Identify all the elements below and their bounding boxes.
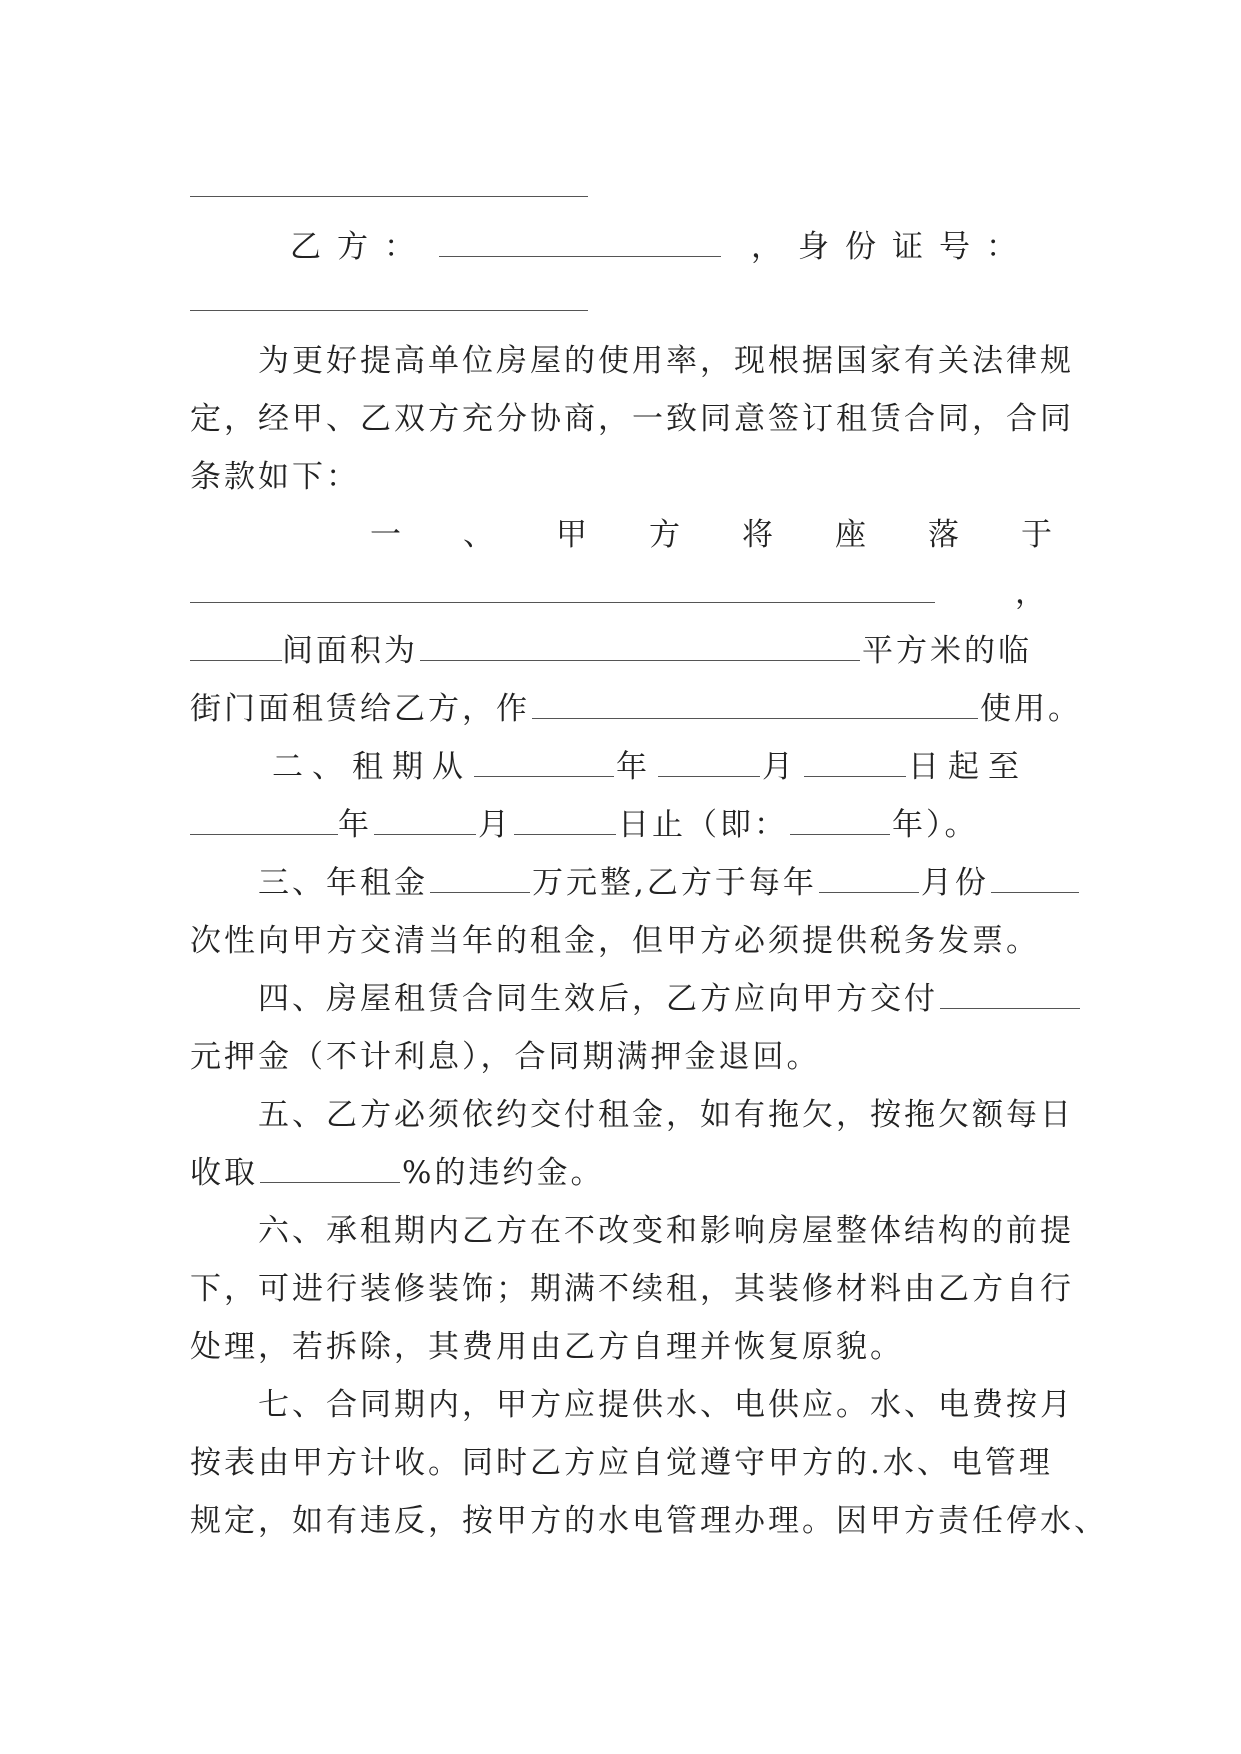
clause-1-char: 座 xyxy=(835,517,869,553)
clause-3-line-2: 次性向甲方交清当年的租金，但甲方必须提供税务发票。 xyxy=(190,923,1040,959)
clause-1-line-4 xyxy=(190,680,1082,738)
clause-4-line-2: 元押金（不计利息），合同期满押金退回。 xyxy=(190,1039,821,1075)
payment-month-blank[interactable] xyxy=(819,866,919,893)
clause-2-line-2 xyxy=(190,796,1055,854)
party-b-id-label: ，身份证号： xyxy=(751,229,1033,265)
day-to-text: 日止（即： xyxy=(618,807,788,843)
clause-1-line-2 xyxy=(190,564,1055,622)
clause-5-line-1: 五、乙方必须依约交付租金，如有拖欠，按拖欠额每日 xyxy=(258,1097,1074,1133)
end-day-blank[interactable] xyxy=(514,808,616,835)
clause-3-line-1 xyxy=(190,854,1055,912)
month-text: 月 xyxy=(478,807,512,843)
start-day-blank[interactable] xyxy=(804,750,906,777)
area-unit: 平方米的临 xyxy=(862,633,1032,669)
clause-1-char: 将 xyxy=(742,517,776,553)
start-month-blank[interactable] xyxy=(658,750,760,777)
term-years-blank[interactable] xyxy=(790,808,890,835)
penalty-rate-blank[interactable] xyxy=(260,1156,400,1183)
lease-term-label: 二、租期从 xyxy=(272,749,472,785)
clause-6-line-3: 处理，若拆除，其费用由乙方自理并恢复原貌。 xyxy=(190,1329,904,1365)
deposit-blank[interactable] xyxy=(940,982,1080,1009)
year-text: 年 xyxy=(338,807,372,843)
clause-7-line-3: 规定，如有违反，按甲方的水电管理办理。因甲方责任停水、 xyxy=(190,1503,1108,1539)
party-b-id-blank[interactable] xyxy=(190,310,588,311)
clause-2-line-1 xyxy=(190,738,1055,796)
clause-1-char: 一 xyxy=(370,517,404,553)
rent-blank[interactable] xyxy=(430,866,530,893)
party-b-label: 乙方： xyxy=(290,229,431,265)
location-blank[interactable] xyxy=(190,576,935,603)
end-month-blank[interactable] xyxy=(374,808,476,835)
clause-1-char: 落 xyxy=(928,517,962,553)
term-end-text: 年）。 xyxy=(892,807,979,843)
month-text: 月 xyxy=(762,749,802,785)
clause-4-line-1 xyxy=(190,970,1055,1028)
intro-line-2: 定，经甲、乙双方充分协商，一致同意签订租赁合同，合同 xyxy=(190,401,1074,437)
clause-1-line-1 xyxy=(190,506,1055,564)
clause-1-line-3 xyxy=(190,622,1055,680)
clause-6-line-2: 下，可进行装修装饰；期满不续租，其装修材料由乙方自行 xyxy=(190,1271,1074,1307)
intro-line-3: 条款如下： xyxy=(190,459,360,495)
lease-purpose-text: 街门面租赁给乙方，作 xyxy=(190,691,530,727)
fill-in-blank[interactable] xyxy=(190,196,588,197)
penalty-text: %的违约金。 xyxy=(402,1155,605,1191)
clause-1-char: 于 xyxy=(1021,517,1055,553)
clause-7-line-2: 按表由甲方计收。同时乙方应自觉遵守甲方的.水、电管理 xyxy=(190,1445,1053,1481)
intro-line-1: 为更好提高单位房屋的使用率，现根据国家有关法律规 xyxy=(258,343,1074,379)
party-b-name-blank[interactable] xyxy=(439,230,721,257)
area-text: 间面积为 xyxy=(282,633,418,669)
party-b-line xyxy=(190,218,1055,276)
rent-text: 万元整,乙方于每年 xyxy=(532,865,817,901)
clause-1-char: 、 xyxy=(463,517,497,553)
lease-purpose-end: 使用。 xyxy=(980,691,1082,727)
end-year-blank[interactable] xyxy=(190,808,338,835)
start-year-blank[interactable] xyxy=(474,750,614,777)
payment-times-blank[interactable] xyxy=(991,866,1079,893)
clause-1-char: 方 xyxy=(649,517,683,553)
area-blank[interactable] xyxy=(420,634,860,661)
clause-1-comma: ， xyxy=(1015,575,1049,611)
rent-label: 三、年租金 xyxy=(258,865,428,901)
room-count-blank[interactable] xyxy=(190,634,282,661)
clause-5-line-2 xyxy=(190,1144,1055,1202)
purpose-blank[interactable] xyxy=(532,692,978,719)
clause-6-line-1: 六、承租期内乙方在不改变和影响房屋整体结构的前提 xyxy=(258,1213,1074,1249)
month-text: 月份 xyxy=(920,865,989,901)
deposit-text: 四、房屋租赁合同生效后，乙方应向甲方交付 xyxy=(258,981,938,1017)
day-from-text: 日起至 xyxy=(908,749,1028,785)
year-text: 年 xyxy=(616,749,656,785)
clause-1-char: 甲 xyxy=(556,517,590,553)
clause-7-line-1: 七、合同期内，甲方应提供水、电供应。水、电费按月 xyxy=(258,1387,1074,1423)
penalty-label: 收取 xyxy=(190,1155,258,1191)
